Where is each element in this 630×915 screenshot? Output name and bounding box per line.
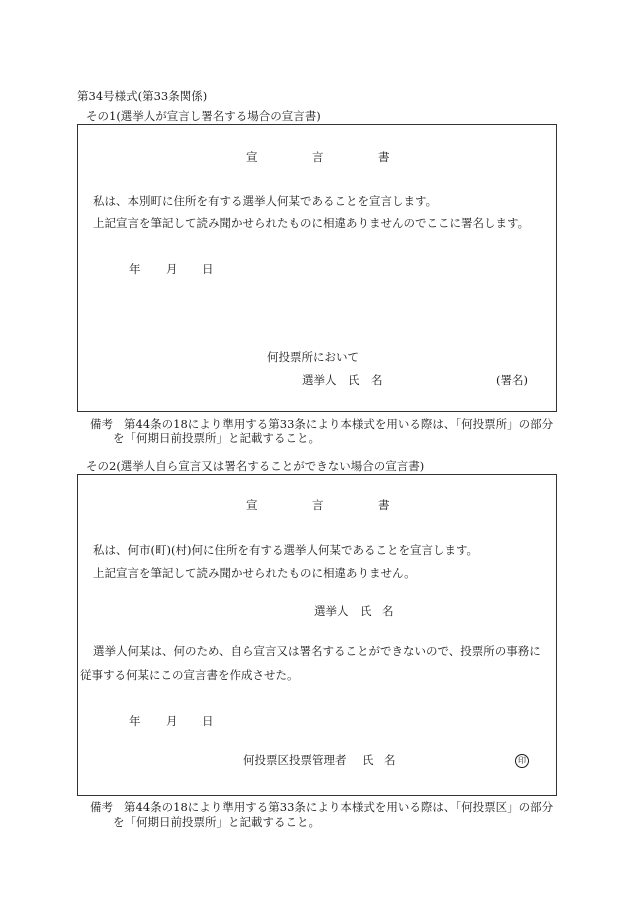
part2-paragraph-line-1: 選挙人何某は、何のため、自ら宣言又は署名することができないので、投票所の事務に — [93, 644, 541, 658]
part2-date-day: 日 — [202, 714, 214, 728]
part2-title-char-2: 言 — [312, 498, 324, 512]
part2-title-char-3: 書 — [378, 498, 390, 512]
part2-manager-name-2: 名 — [384, 753, 396, 767]
seal-mark-icon: 印 — [515, 754, 529, 768]
part1-date-year: 年 — [129, 262, 141, 276]
part2-name-label-2: 名 — [382, 604, 394, 618]
part2-heading: その2(選挙人自ら宣言又は署名することができない場合の宣言書) — [86, 459, 425, 473]
form-number-header: 第34号様式(第33条関係) — [77, 89, 208, 103]
part1-declaration-box — [77, 124, 557, 412]
part1-signature-note: (署名) — [496, 373, 528, 387]
part2-paragraph-line-2: 従事する何某にこの宣言書を作成させた。 — [80, 668, 299, 682]
part1-title-char-2: 言 — [312, 150, 324, 164]
part1-title-char-1: 宣 — [246, 150, 258, 164]
part2-remark-line-1: 第44条の18により準用する第33条により本様式を用いる際は、「何投票区」の部分 — [124, 800, 554, 814]
part1-name-label-1: 氏 — [348, 373, 360, 387]
part1-date-month: 月 — [166, 262, 178, 276]
part1-declaration-line-1: 私は、本別町に住所を有する選挙人何某であることを宣言します。 — [93, 194, 438, 208]
part1-remark-label: 備考 — [90, 417, 113, 431]
part2-title-char-1: 宣 — [246, 498, 258, 512]
part2-name-label-1: 氏 — [360, 604, 372, 618]
part1-signer-label: 選挙人 — [302, 373, 337, 387]
part2-date-month: 月 — [166, 714, 178, 728]
part2-remark-label: 備考 — [90, 800, 113, 814]
part2-declaration-line-1: 私は、何市(町)(村)何に住所を有する選挙人何某であることを宣言します。 — [93, 543, 479, 557]
part1-declaration-line-2: 上記宣言を筆記して読み聞かせられたものに相違ありませんのでここに署名します。 — [93, 216, 530, 230]
part2-declaration-box — [77, 474, 557, 796]
part1-remark-line-2: を「何期日前投票所」と記載すること。 — [113, 431, 320, 445]
part1-date-day: 日 — [202, 262, 214, 276]
part1-name-label-2: 名 — [371, 373, 383, 387]
part1-heading: その1(選挙人が宣言し署名する場合の宣言書) — [86, 109, 321, 123]
part2-manager-name-1: 氏 — [362, 753, 374, 767]
part1-place: 何投票所において — [267, 350, 359, 364]
part2-signer-label: 選挙人 — [314, 604, 349, 618]
part2-remark-line-2: を「何期日前投票所」と記載すること。 — [113, 815, 320, 829]
part1-remark-line-1: 第44条の18により準用する第33条により本様式を用いる際は、「何投票所」の部分 — [124, 417, 554, 431]
part1-title-char-3: 書 — [378, 150, 390, 164]
part2-declaration-line-2: 上記宣言を筆記して読み聞かせられたものに相違ありません。 — [93, 566, 416, 580]
part2-date-year: 年 — [129, 714, 141, 728]
part2-manager-label: 何投票区投票管理者 — [243, 753, 347, 767]
